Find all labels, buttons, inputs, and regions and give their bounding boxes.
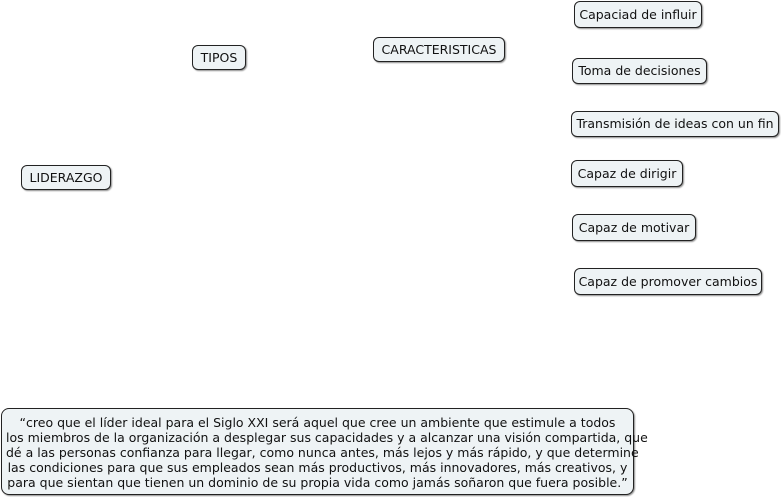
node-caracteristicas[interactable]: CARACTERISTICAS: [373, 37, 505, 62]
node-capaz-motivar[interactable]: Capaz de motivar: [572, 214, 696, 241]
quote-line: los miembros de la organización a desplegar sus capacidades y a alcanzar una visión compartida, que: [6, 430, 648, 445]
quote-box[interactable]: [1, 408, 648, 495]
node-tipos[interactable]: TIPOS: [192, 45, 246, 70]
quote-line: las condiciones para que sus empleados sean más productivos, más innovadores, más creativos, y: [7, 460, 628, 475]
node-capaz-promover-cambios[interactable]: Capaz de promover cambios: [574, 268, 762, 295]
quote-line: para que sientan que tienen un dominio de su propia vida como jamás soñaron que fuera posible.”: [7, 475, 628, 490]
node-capacidad-influir[interactable]: Capaciad de influir: [574, 1, 702, 28]
node-transmision-ideas[interactable]: Transmisión de ideas con un fin: [571, 111, 779, 137]
quote-line: “creo que el líder ideal para el Siglo XXI será aquel que cree un ambiente que estimule a todos: [19, 415, 616, 430]
node-capaz-dirigir[interactable]: Capaz de dirigir: [571, 160, 683, 187]
node-toma-decisiones[interactable]: Toma de decisiones: [572, 58, 707, 84]
node-liderazgo[interactable]: LIDERAZGO: [21, 165, 111, 190]
quote-line: dé a las personas confianza para llegar, como nunca antes, más lejos y más rápido, y que determine: [6, 445, 639, 460]
